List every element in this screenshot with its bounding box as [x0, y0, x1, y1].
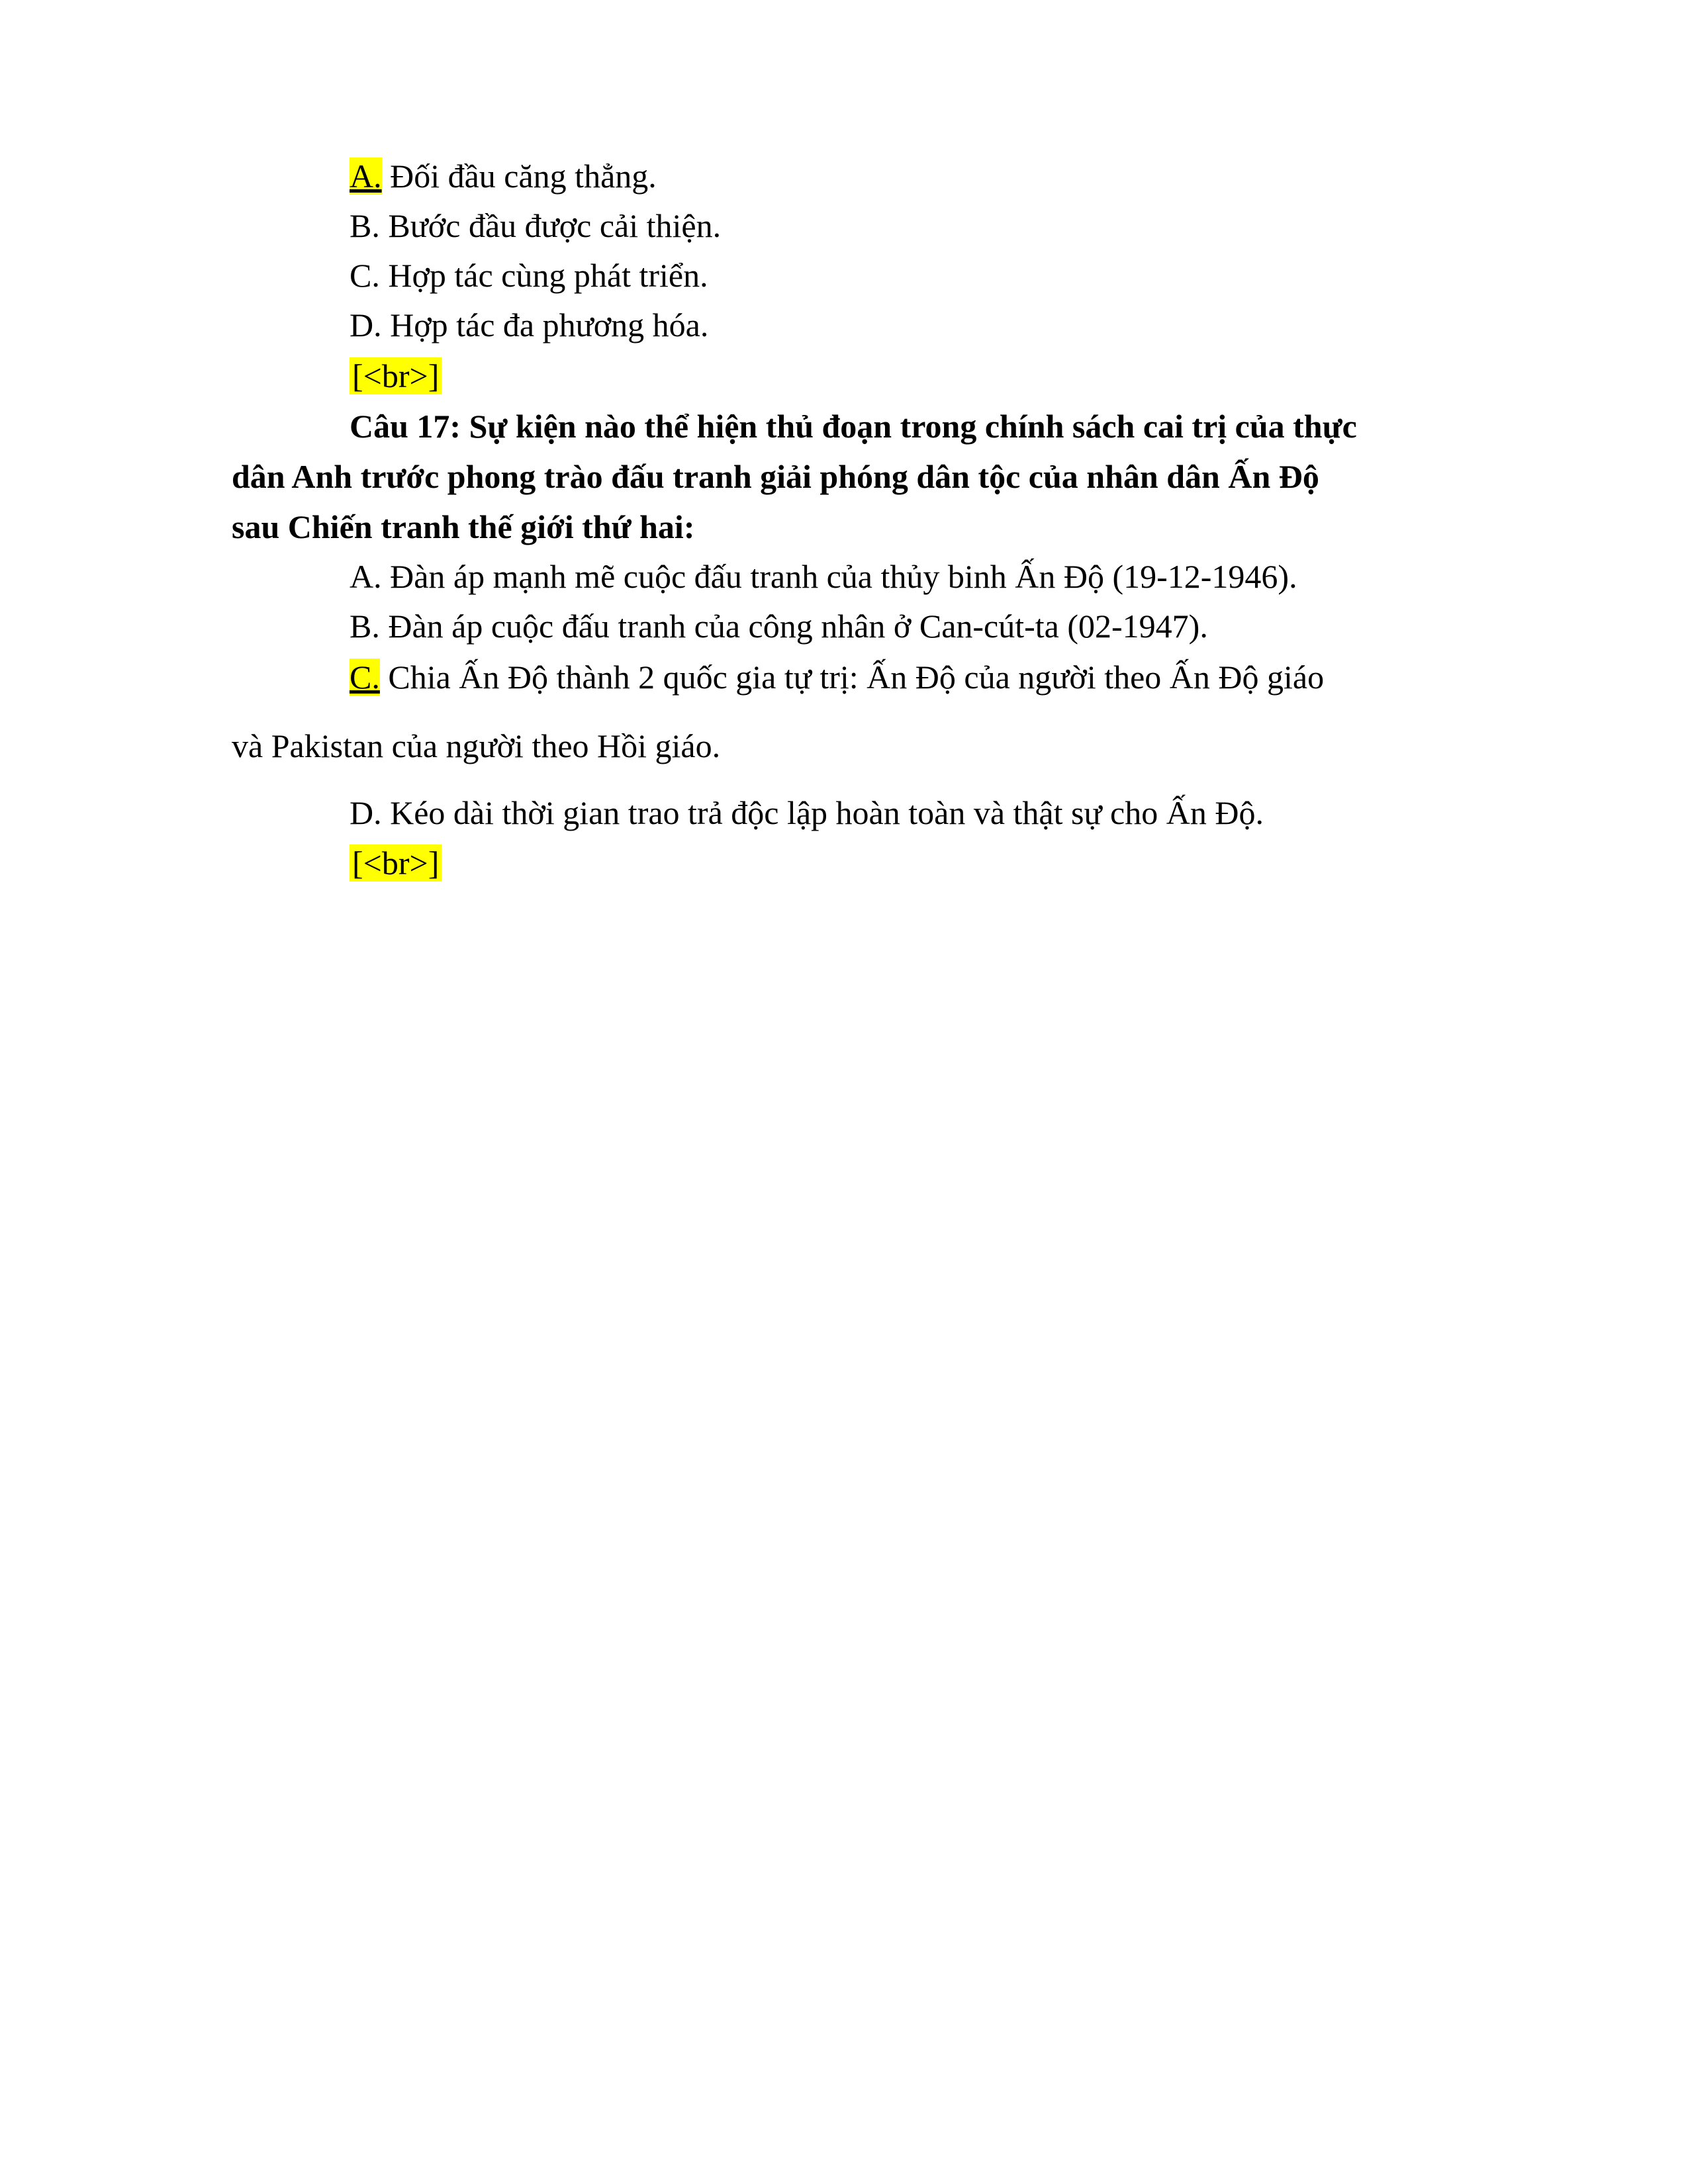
question-stem-line-3: sau Chiến tranh thế giới thứ hai: [232, 508, 695, 545]
separator-line [350, 843, 442, 883]
prev-option-a [350, 156, 657, 196]
option-text: Chia Ấn Độ thành 2 quốc gia tự trị: Ấn Độ của người theo Ấn Độ giáo [379, 659, 1325, 696]
option-text: Hợp tác đa phương hóa. [381, 306, 709, 343]
option-letter: D. [350, 306, 382, 343]
q17-option-d: D. Kéo dài thời gian trao trả độc lập hoàn toàn và thật sự cho Ấn Độ. [350, 794, 1264, 831]
prev-option-b [350, 206, 721, 246]
option-text: Bước đầu được cải thiện. [379, 207, 722, 244]
question-stem-line-1: Câu 17: Sự kiện nào thể hiện thủ đoạn trong chính sách cai trị của thực [350, 408, 1357, 445]
prev-option-c [350, 255, 708, 295]
br-separator: [<br>] [350, 844, 442, 882]
q17-option-c-line-2: và Pakistan của người theo Hồi giáo. [232, 727, 721, 764]
br-separator: [<br>] [350, 357, 442, 394]
option-text: Đối đầu căng thẳng. [381, 158, 657, 195]
correct-answer-marker: C. [350, 659, 380, 696]
q17-option-a: A. Đàn áp mạnh mẽ cuộc đấu tranh của thủy binh Ấn Độ (19-12-1946). [350, 558, 1297, 595]
question-stem-line-2: dân Anh trước phong trào đấu tranh giải phóng dân tộc của nhân dân Ấn Độ [232, 458, 1319, 495]
option-letter: B. [350, 207, 380, 244]
separator-line [350, 356, 442, 396]
q17-option-c-line-1 [350, 657, 1324, 697]
correct-answer-marker: A. [350, 158, 382, 195]
prev-option-d [350, 305, 708, 345]
q17-option-b: B. Đàn áp cuộc đấu tranh của công nhân ở Can-cút-ta (02-1947). [350, 608, 1208, 645]
option-text: Hợp tác cùng phát triển. [379, 257, 708, 294]
option-letter: C. [350, 257, 380, 294]
